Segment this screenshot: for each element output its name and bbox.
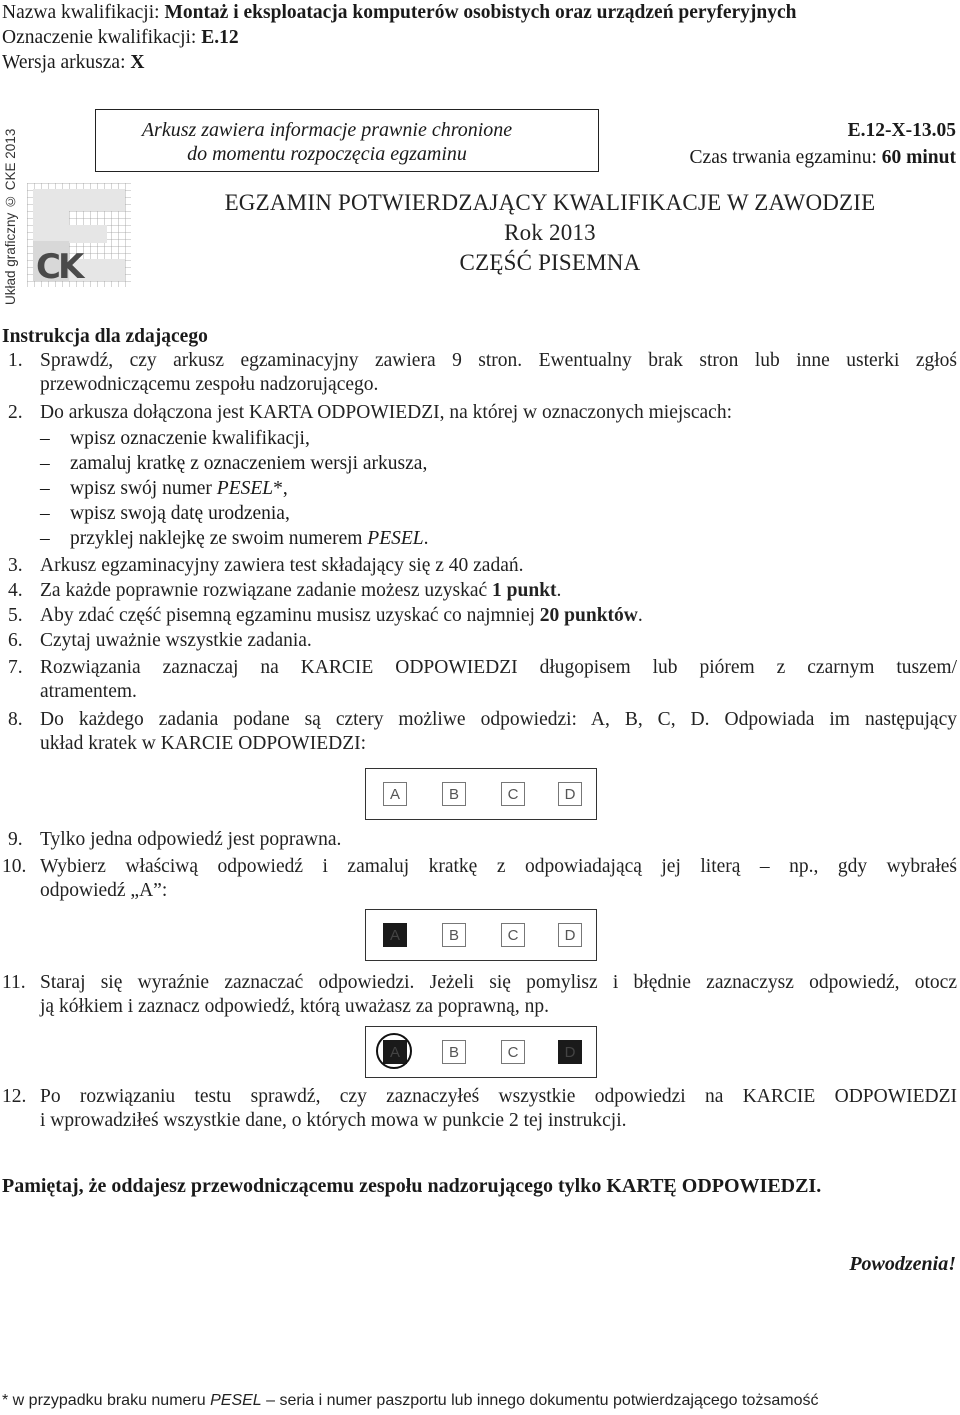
final-reminder: Pamiętaj, że oddajesz przewodniczącemu zespołu nadzorującego tylko KARTĘ ODPOWIEDZI. <box>2 1175 822 1197</box>
item-text: Tylko jedna odpowiedź jest poprawna. <box>40 829 342 850</box>
item-text-cont: układ kratek w KARCIE ODPOWIEDZI: <box>40 733 367 754</box>
instruction-item-8: 8. Do każdego zadania podane są cztery możliwe odpowiedzi: A, B, C, D. Odpowiada im następujący układ kratek w KARCIE ODPOWIEDZI: <box>8 709 957 754</box>
sub-item: – przyklej naklejkę ze swoim numerem PESEL. <box>40 528 429 549</box>
item-text-cont: i wprowadziłeś wszystkie dane, o których mowa w punkcie 2 tej instrukcji. <box>40 1110 627 1131</box>
answer-box-a-filled: A <box>383 923 407 947</box>
item-text: Aby zdać część pisemną egzaminu musisz uzyskać co najmniej 20 punktów. <box>40 605 643 626</box>
instruction-item-12: 12. Po rozwiązaniu testu sprawdź, czy zaznaczyłeś wszystkie odpowiedzi na KARCIE ODPOWIEDZI i wprowadziłeś wszystkie dane, o których mowa w punkcie 2 tej instrukcji. <box>2 1086 957 1131</box>
legal-notice-line-2: do momentu rozpoczęcia egzaminu <box>187 143 467 165</box>
version-label: Wersja arkusza: <box>2 52 131 73</box>
qualification-name-value: Montaż i eksploatacja komputerów osobistych oraz urządzeń peryferyjnych <box>164 2 797 23</box>
instruction-item-3: 3. Arkusz egzaminacyjny zawiera test składający się z 40 zadań. <box>0 555 960 577</box>
exam-part: CZĘŚĆ PISEMNA <box>459 250 641 275</box>
exam-duration <box>690 147 956 169</box>
answer-box-b: B <box>442 782 466 806</box>
item-text: Arkusz egzaminacyjny zawiera test składający się z 40 zadań. <box>40 555 524 576</box>
qualification-name-line <box>2 2 796 24</box>
instruction-item-9: 9. Tylko jedna odpowiedź jest poprawna. <box>0 829 960 851</box>
answer-box-d: D <box>558 923 582 947</box>
answer-box-a: A <box>383 782 407 806</box>
item-text: Do arkusza dołączona jest KARTA ODPOWIEDZI, na której w oznaczonych miejscach: <box>40 402 732 423</box>
instruction-item-6: 6. Czytaj uważnie wszystkie zadania. <box>0 630 960 652</box>
exam-year: Rok 2013 <box>504 220 596 245</box>
sub-item: – wpisz oznaczenie kwalifikacji, <box>40 428 310 449</box>
item-text: Sprawdź, czy arkusz egzaminacyjny zawiera 9 stron. Ewentualny brak stron lub inne usterki zgłoś <box>40 350 957 371</box>
answer-box-b: B <box>442 1040 466 1064</box>
item-number: 2. <box>8 402 23 423</box>
item-text: Po rozwiązaniu testu sprawdź, czy zaznaczyłeś wszystkie odpowiedzi na KARCIE ODPOWIEDZI <box>40 1086 957 1107</box>
instruction-item-4: 4. Za każde poprawnie rozwiązane zadanie możesz uzyskać 1 punkt. <box>0 580 960 602</box>
qualification-code-value: E.12 <box>201 27 239 48</box>
item-text: Staraj się wyraźnie zaznaczać odpowiedzi. Jeżeli się pomylisz i błędnie zaznaczysz odpowiedź, otocz <box>40 972 957 993</box>
item-text-cont: przewodniczącemu zespołu nadzorującego. <box>40 374 379 395</box>
pesel-footnote: * w przypadku braku numeru PESEL – seria i numer paszportu lub innego dokumentu potwierdzającego tożsamość <box>2 1392 819 1409</box>
instructions-heading: Instrukcja dla zdającego <box>2 326 208 347</box>
legal-notice-box <box>95 109 599 172</box>
answer-box-c: C <box>501 782 525 806</box>
sub-item: – wpisz swój numer PESEL*, <box>40 478 288 499</box>
item-text: Do każdego zadania podane są cztery możliwe odpowiedzi: A, B, C, D. Odpowiada im następujący <box>40 709 957 730</box>
instruction-item-7: 7. Rozwiązania zaznaczaj na KARCIE ODPOWIEDZI długopisem lub piórem z czarnym tuszem/ atramentem. <box>8 657 957 702</box>
answer-box-d: D <box>558 782 582 806</box>
answer-box-b: B <box>442 923 466 947</box>
answer-box-c: C <box>501 923 525 947</box>
answer-box-c: C <box>501 1040 525 1064</box>
duration-label: Czas trwania egzaminu: <box>689 147 882 168</box>
item-text: Czytaj uważnie wszystkie zadania. <box>40 630 312 651</box>
legal-notice-line-1: Arkusz zawiera informacje prawnie chronione <box>141 119 513 141</box>
exam-title: EGZAMIN POTWIERDZAJĄCY KWALIFIKACJE W ZAWODZIE <box>224 190 876 215</box>
good-luck-text: Powodzenia! <box>849 1253 956 1275</box>
exam-code: E.12-X-13.05 <box>847 120 956 141</box>
item-text-cont: atramentem. <box>40 681 137 702</box>
item-text: Rozwiązania zaznaczaj na KARCIE ODPOWIEDZI długopisem lub piórem z czarnym tuszem/ <box>40 657 957 678</box>
answer-box-a-circled: A <box>383 1040 407 1064</box>
sub-item: – wpisz swoją datę urodzenia, <box>40 503 290 524</box>
qualification-code-line <box>2 27 239 49</box>
svg-text:CK: CK <box>36 247 82 287</box>
graphic-layout-copyright: Układ graficzny © CKE 2013 <box>3 128 18 306</box>
answer-grid-example-corrected <box>365 1026 597 1078</box>
item-text: Za każde poprawnie rozwiązane zadanie możesz uzyskać 1 punkt. <box>40 580 562 601</box>
instruction-item-10: 10. Wybierz właściwą odpowiedź i zamaluj kratkę z odpowiadającą jej literą – np., gdy wybrałeś odpowiedź „A”: <box>2 856 957 901</box>
item-text: Wybierz właściwą odpowiedź i zamaluj kratkę z odpowiadającą jej literą – np., gdy wybrałeś <box>40 856 957 877</box>
item-number: 1. <box>8 350 23 371</box>
instruction-item-5: 5. Aby zdać część pisemną egzaminu musisz uzyskać co najmniej 20 punktów. <box>0 605 960 627</box>
instruction-item-11: 11. Staraj się wyraźnie zaznaczać odpowiedzi. Jeżeli się pomylisz i błędnie zaznaczysz odpowiedź, otocz ją kółkiem i zaznacz odpowiedź, którą uważasz za poprawną, np. <box>2 972 957 1017</box>
sub-item: – zamaluj kratkę z oznaczeniem wersji arkusza, <box>40 453 428 474</box>
item-text-cont: ją kółkiem i zaznacz odpowiedź, którą uważasz za poprawną, np. <box>40 996 549 1017</box>
duration-value: 60 minut <box>881 147 956 168</box>
version-line <box>2 52 144 74</box>
answer-box-d-filled: D <box>558 1040 582 1064</box>
answer-grid-example-empty <box>365 768 597 820</box>
item-text-cont: odpowiedź „A”: <box>40 880 168 901</box>
instruction-item-1 <box>0 350 960 394</box>
cke-logo-icon <box>27 183 131 287</box>
answer-grid-example-filled <box>365 909 597 961</box>
qualification-code-label: Oznaczenie kwalifikacji: <box>2 27 202 48</box>
version-value: X <box>130 52 145 73</box>
qualification-name-label: Nazwa kwalifikacji: <box>2 2 165 23</box>
